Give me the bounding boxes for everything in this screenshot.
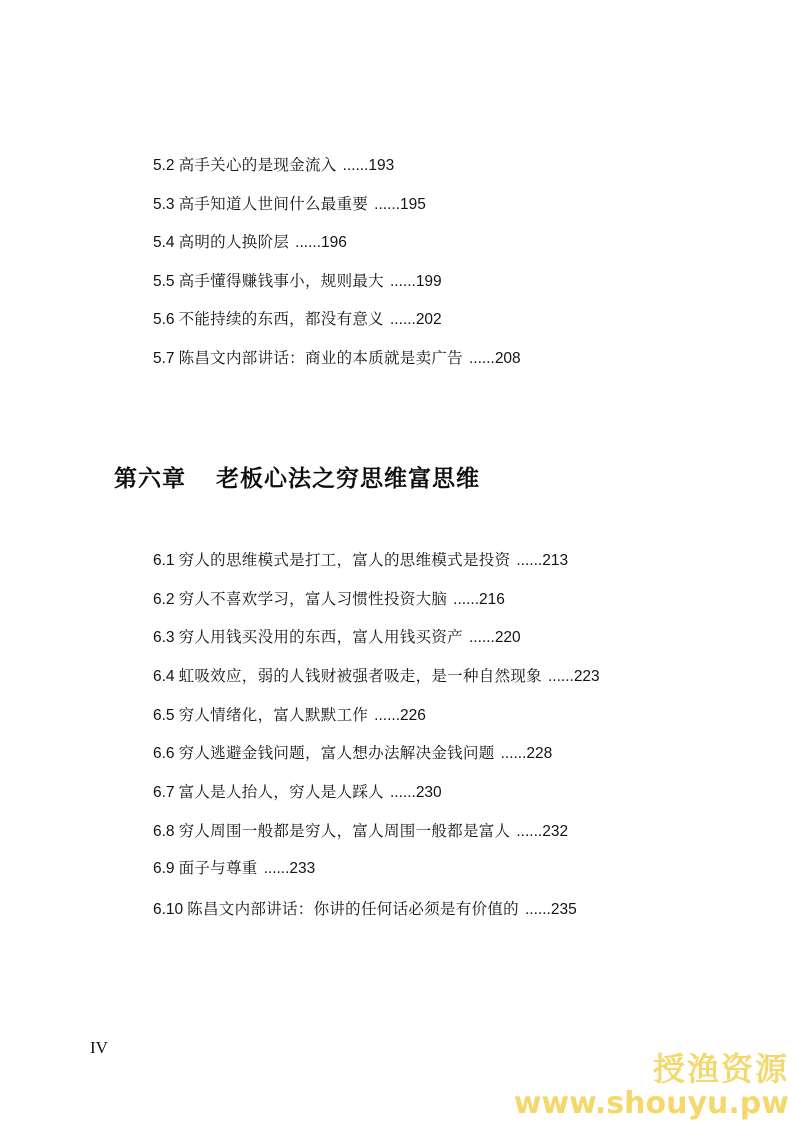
toc-entry-page: 232 (542, 823, 569, 840)
toc-entry-page: 208 (494, 350, 521, 367)
toc-leader-dots: ...... (389, 311, 416, 328)
toc-entry-title: 富人是人抬人，穷人是人踩人 (178, 783, 384, 801)
toc-entry-5-7 (153, 348, 521, 369)
toc-leader-dots: ...... (468, 629, 495, 646)
toc-entry-6-4 (153, 666, 600, 687)
chapter-heading (114, 460, 480, 493)
toc-entry-page: 195 (400, 196, 426, 213)
toc-entry-page: 199 (415, 273, 442, 290)
toc-entry-page: 228 (526, 745, 553, 762)
toc-entry-number: 5.2 (153, 157, 175, 174)
toc-entry-title: 穷人不喜欢学习，富人习惯性投资大脑 (178, 590, 448, 608)
toc-entry-title: 穷人周围一般都是穷人，富人周围一般都是富人 (178, 822, 511, 840)
toc-leader-dots: ...... (374, 707, 401, 724)
toc-leader-dots: ...... (524, 901, 551, 918)
toc-entry-6-9 (153, 858, 315, 879)
toc-entry-6-8 (153, 821, 568, 842)
toc-leader-dots: ...... (389, 784, 416, 801)
toc-entry-number: 5.7 (153, 350, 175, 367)
toc-entry-number: 5.4 (153, 234, 175, 251)
toc-entry-6-6 (153, 743, 552, 764)
toc-entry-title: 穷人逃避金钱问题，富人想办法解决金钱问题 (178, 744, 495, 762)
toc-entry-title: 陈昌文内部讲话：你讲的任何话必须是有价值的 (187, 900, 519, 918)
toc-entry-page: 226 (400, 707, 426, 724)
toc-entry-page: 196 (321, 234, 347, 251)
toc-leader-dots: ...... (263, 860, 290, 877)
toc-leader-dots: ...... (295, 234, 322, 251)
chapter-label: 第六章 (114, 465, 186, 492)
toc-entry-title: 不能持续的东西，都没有意义 (178, 310, 384, 328)
toc-entry-page: 233 (289, 860, 316, 877)
toc-entry-number: 6.1 (153, 552, 175, 569)
toc-entry-title: 高手关心的是现金流入 (178, 156, 337, 174)
toc-entry-page: 193 (368, 157, 395, 174)
toc-entry-number: 6.6 (153, 745, 175, 762)
toc-entry-number: 5.3 (153, 196, 175, 213)
toc-entry-number: 6.5 (153, 707, 175, 724)
toc-entry-title: 高手知道人世间什么最重要 (178, 195, 369, 213)
toc-entry-6-7 (153, 782, 442, 803)
toc-entry-title: 穷人的思维模式是打工，富人的思维模式是投资 (178, 551, 511, 569)
page-number: IV (90, 1038, 108, 1057)
watermark-url: www.shouyu.pw (513, 1086, 789, 1121)
toc-leader-dots: ...... (389, 273, 416, 290)
toc-entry-title: 高明的人换阶层 (178, 233, 290, 251)
toc-entry-5-5 (153, 271, 442, 292)
toc-entry-6-10 (153, 899, 577, 920)
toc-entry-number: 6.3 (153, 629, 175, 646)
toc-entry-page: 202 (415, 311, 442, 328)
toc-leader-dots: ...... (374, 196, 401, 213)
toc-entry-6-2 (153, 589, 505, 610)
toc-entry-page: 220 (494, 629, 521, 646)
toc-leader-dots: ...... (516, 823, 543, 840)
toc-entry-title: 陈昌文内部讲话：商业的本质就是卖广告 (178, 349, 463, 367)
toc-entry-page: 216 (479, 591, 505, 608)
toc-entry-6-1 (153, 550, 568, 571)
toc-entry-number: 6.9 (153, 860, 175, 877)
toc-entry-page: 223 (573, 668, 600, 685)
toc-entry-number: 6.4 (153, 668, 175, 685)
toc-entry-title: 高手懂得赚钱事小，规则最大 (178, 272, 384, 290)
chapter-title: 老板心法之穷思维富思维 (216, 465, 480, 492)
toc-entry-page: 230 (415, 784, 442, 801)
toc-entry-5-3 (153, 194, 426, 215)
toc-entry-5-6 (153, 309, 442, 330)
toc-entry-page: 235 (550, 901, 577, 918)
toc-entry-5-4 (153, 232, 347, 253)
toc-entry-number: 6.7 (153, 784, 175, 801)
toc-leader-dots: ...... (500, 745, 527, 762)
toc-entry-title: 虹吸效应，弱的人钱财被强者吸走，是一种自然现象 (178, 667, 542, 685)
toc-entry-number: 6.2 (153, 591, 175, 608)
toc-entry-number: 5.5 (153, 273, 175, 290)
toc-entry-title: 面子与尊重 (178, 859, 258, 877)
toc-entry-title: 穷人情绪化，富人默默工作 (178, 706, 369, 724)
watermark-text: 授渔资源 (652, 1050, 789, 1088)
toc-entry-number: 5.6 (153, 311, 175, 328)
toc-leader-dots: ...... (547, 668, 574, 685)
toc-leader-dots: ...... (516, 552, 543, 569)
toc-entry-6-3 (153, 627, 521, 648)
toc-entry-6-5 (153, 705, 426, 726)
toc-entry-page: 213 (542, 552, 569, 569)
toc-leader-dots: ...... (342, 157, 369, 174)
toc-leader-dots: ...... (468, 350, 495, 367)
toc-entry-number: 6.10 (153, 901, 184, 918)
toc-entry-title: 穷人用钱买没用的东西，富人用钱买资产 (178, 628, 463, 646)
toc-entry-number: 6.8 (153, 823, 175, 840)
toc-leader-dots: ...... (453, 591, 480, 608)
toc-entry-5-2 (153, 155, 394, 176)
